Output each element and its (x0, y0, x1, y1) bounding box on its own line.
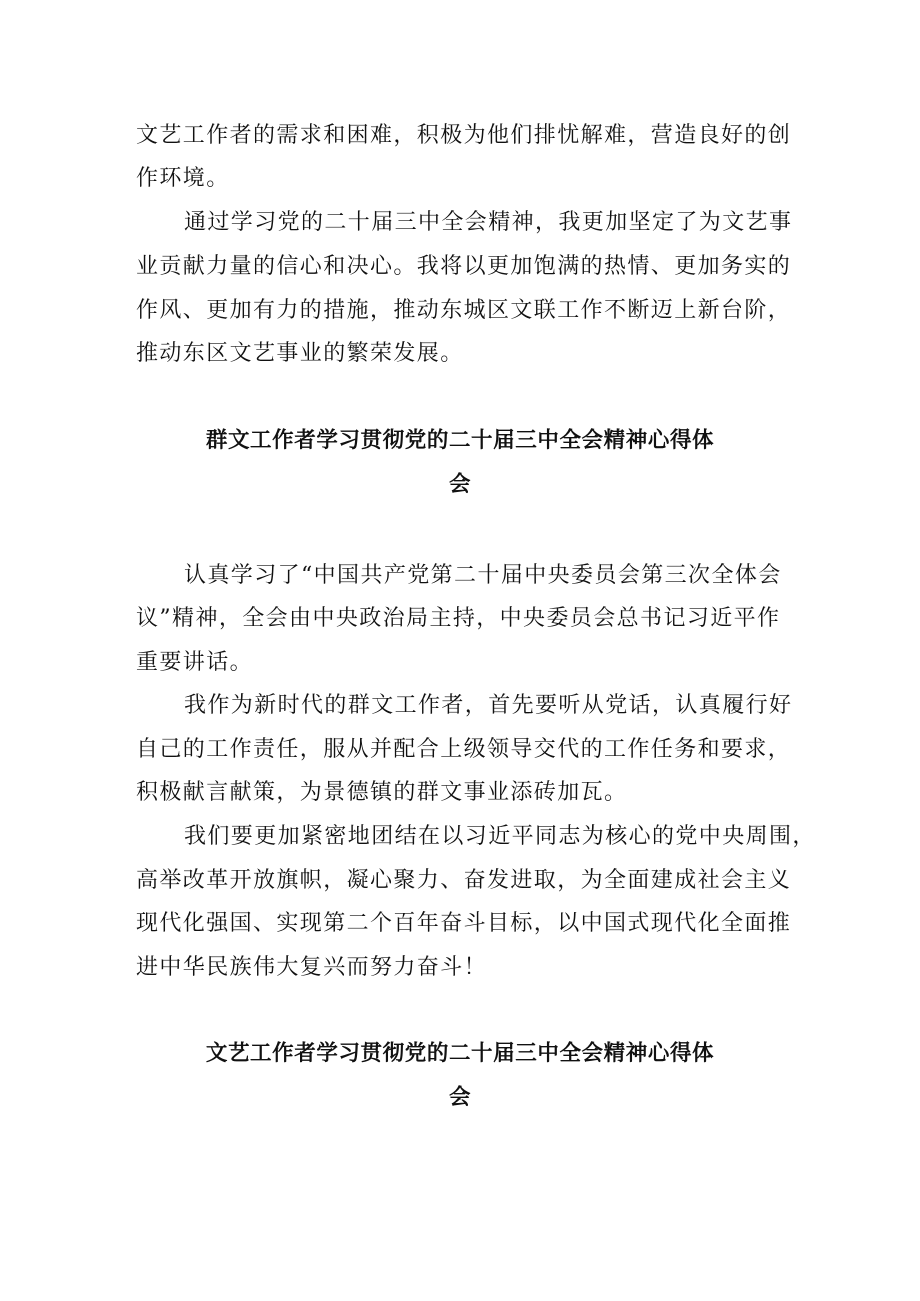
paragraph-line: 重要讲话。 (136, 650, 254, 675)
paragraph-line: 积极献言献策，为景德镇的群文事业添砖加瓦。 (136, 780, 628, 805)
paragraph-line: 我作为新时代的群文工作者，首先要听从党话，认真履行好 (184, 693, 793, 718)
paragraph-line: 高举改革开放旗帜，凝心聚力、奋发进取，为全面建成社会主义 (136, 868, 792, 893)
article-title: 群文工作者学习贯彻党的二十届三中全会精神心得体 (205, 428, 715, 453)
paragraph-line: 议”精神，全会由中央政治局主持，中央委员会总书记习近平作 (136, 606, 781, 631)
paragraph-line: 进中华民族伟大复兴而努力奋斗！ (136, 955, 488, 980)
paragraph-line: 认真学习了“中国共产党第二十届中央委员会第三次全体会 (184, 563, 782, 588)
paragraph-line: 业贡献力量的信心和决心。我将以更加饱满的热情、更加务实的 (136, 254, 792, 279)
paragraph-line: 文艺工作者的需求和困难，积极为他们排忧解难，营造良好的创 (136, 123, 792, 148)
article-title-continued: 会 (448, 1085, 472, 1110)
paragraph-line: 推动东区文艺事业的繁荣发展。 (136, 341, 464, 366)
paragraph-line: 自己的工作责任，服从并配合上级领导交代的工作任务和要求， (136, 737, 792, 762)
paragraph-line: 通过学习党的二十届三中全会精神，我更加坚定了为文艺事 (184, 210, 793, 235)
paragraph-line: 作环境。 (136, 166, 230, 191)
article-title-continued: 会 (448, 472, 472, 497)
article-title: 文艺工作者学习贯彻党的二十届三中全会精神心得体 (205, 1041, 715, 1066)
paragraph-line: 现代化强国、实现第二个百年奋斗目标，以中国式现代化全面推 (136, 911, 792, 936)
paragraph-line: 我们要更加紧密地团结在以习近平同志为核心的党中央周围， (184, 824, 816, 849)
paragraph-line: 作风、更加有力的措施，推动东城区文联工作不断迈上新台阶， (136, 298, 792, 323)
